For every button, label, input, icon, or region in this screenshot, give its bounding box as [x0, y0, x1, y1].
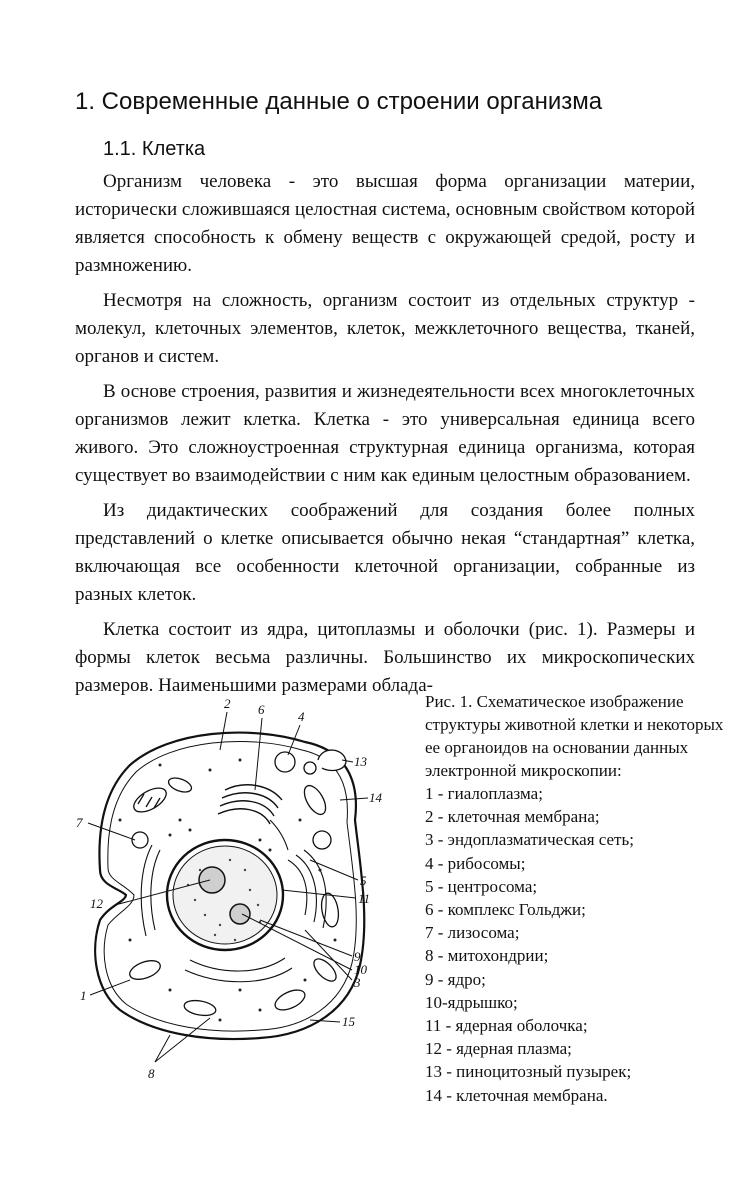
label-10: 10 [354, 962, 367, 977]
label-12: 12 [90, 896, 103, 911]
legend-item: 2 - клеточная мембрана; [425, 807, 600, 827]
label-13: 13 [354, 754, 367, 769]
golgi-complex [218, 785, 282, 824]
label-15: 15 [342, 1014, 355, 1029]
legend-item: 11 - ядерная оболочка; [425, 1016, 588, 1036]
paragraph: Организм человека - это высшая форма организации материи, исторически сложившаяся целостная система, основным свойством которой является способность к обмену веществ с окружающей средой, росту и размножению. [75, 171, 695, 276]
nucleolus [199, 867, 225, 893]
paragraph: Клетка состоит из ядра, цитоплазмы и оболочки (рис. 1). Размеры и формы клеток весьма различны. Большинство их микроскопических размеров. Наименьшими размерами облада- [75, 619, 695, 696]
label-1: 1 [80, 988, 87, 1003]
legend-item: 5 - центросома; [425, 876, 538, 896]
paragraph: Несмотря на сложность, организм состоит из отдельных структур - молекул, клеточных элементов, клеток, межклеточного вещества, тканей, органов и систем. [75, 290, 695, 367]
legend-item: 4 - рибосомы; [425, 853, 526, 873]
legend-item: 6 - комплекс Гольджи; [425, 900, 586, 920]
chapter-heading: 1. Современные данные о строении организма [75, 88, 603, 115]
legend-item: 7 - лизосома; [425, 923, 520, 943]
label-8: 8 [148, 1066, 155, 1081]
figure-legend [425, 782, 725, 1107]
legend-item: 14 - клеточная мембрана. [425, 1085, 608, 1105]
caption-text: Рис. 1. Схематическое изображение структуры животной клетки и некоторых ее органоидов на основании данных электронной микроскопии: [425, 692, 724, 780]
legend-item: 8 - митохондрии; [425, 946, 549, 966]
label-9: 9 [354, 949, 361, 964]
label-6: 6 [258, 702, 265, 717]
legend-item: 10-ядрышко; [425, 992, 518, 1012]
figure-caption [425, 690, 725, 1107]
legend-item: 1 - гиалоплазма; [425, 784, 543, 803]
label-14: 14 [369, 790, 382, 805]
paragraph: Из дидактических соображений для создания более полных представлений о клетке описывается обычно некая “стандартная” клетка, включающая все особенности клеточной организации, собранные из разных клеток. [75, 500, 695, 605]
label-2: 2 [224, 696, 231, 711]
legend-item: 3 - эндоплазматическая сеть; [425, 830, 634, 850]
label-4: 4 [298, 709, 305, 724]
nucleolus [230, 904, 250, 924]
label-11: 11 [358, 891, 371, 906]
legend-item: 9 - ядро; [425, 969, 486, 989]
paragraph: В основе строения, развития и жизнедеятельности всех многоклеточных организмов лежит клетка. Клетка - это универсальная единица всего живого. Это сложноустроенная структурная единица организма, которая существует во взаимодействии с ним как единым целостным образованием. [75, 381, 695, 486]
section-heading: 1.1. Клетка [103, 138, 206, 160]
label-5: 5 [360, 873, 367, 888]
nucleus-envelope-inner [173, 846, 277, 944]
body-text [75, 168, 695, 707]
legend-item: 12 - ядерная плазма; [425, 1039, 572, 1059]
legend-item: 13 - пиноцитозный пузырек; [425, 1062, 632, 1082]
cell-diagram [60, 690, 400, 1090]
label-7: 7 [76, 815, 83, 830]
cell-diagram-svg [60, 690, 400, 1090]
label-3: 3 [354, 975, 361, 990]
